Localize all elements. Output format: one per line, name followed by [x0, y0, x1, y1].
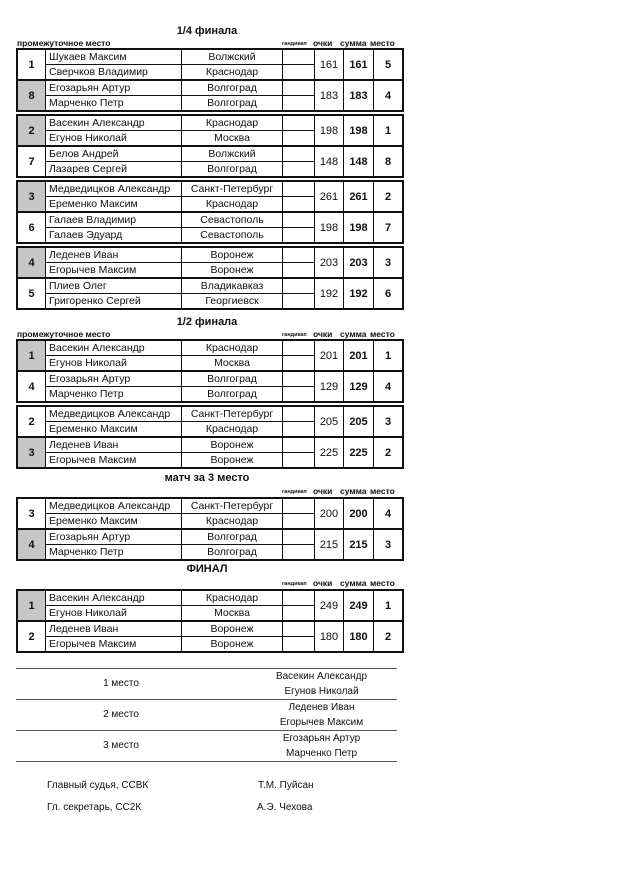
handicap-cell [283, 263, 315, 279]
standing-row [16, 668, 397, 699]
team-seed: 6 [17, 212, 46, 243]
handicap-cell [283, 65, 315, 81]
standing-player: Марченко Петр [285, 748, 358, 759]
player-city: Воронеж [182, 621, 283, 637]
player-city: Волгоград [182, 80, 283, 96]
handicap-cell [283, 197, 315, 213]
handicap-cell [283, 340, 315, 356]
team-seed: 7 [17, 146, 46, 177]
standing-player: Егорычев Максим [279, 717, 364, 728]
handicap-cell [283, 371, 315, 387]
player-name: Егорычев Максим [46, 263, 182, 279]
team-seed: 1 [17, 590, 46, 621]
team-sum: 203 [344, 247, 374, 278]
team-points: 201 [315, 340, 344, 371]
team-seed: 3 [17, 181, 46, 212]
team-points: 200 [315, 498, 344, 529]
player-city: Воронеж [182, 247, 283, 263]
handicap-cell [283, 228, 315, 244]
standing-place: 2 место [103, 709, 139, 720]
points-header: очки [313, 329, 333, 339]
team-place: 4 [374, 371, 404, 402]
standing-player: Егозарьян Артур [282, 733, 361, 744]
player-row [17, 278, 403, 294]
player-name: Медведицков Александр [46, 181, 182, 197]
handicap-cell [283, 146, 315, 162]
place-header: место [370, 329, 395, 339]
team-seed: 2 [17, 115, 46, 146]
team-points: 215 [315, 529, 344, 560]
player-name: Егунов Николай [46, 131, 182, 147]
player-city: Волжский [182, 49, 283, 65]
handicap-cell [283, 387, 315, 403]
player-city: Санкт-Петербург [182, 498, 283, 514]
quarterfinal-match-table [16, 114, 404, 178]
team-seed: 4 [17, 247, 46, 278]
player-row [17, 340, 403, 356]
quarterfinal-match-table [16, 48, 404, 112]
quarterfinal-title: 1/4 финала [176, 25, 238, 37]
team-sum: 198 [344, 212, 374, 243]
player-row [17, 621, 403, 637]
team-place: 5 [374, 49, 404, 80]
chief-secretary-name: А.Э. Чехова [257, 802, 313, 813]
third_place-match-table [16, 497, 404, 561]
handicap-header: гандикап [282, 489, 307, 495]
team-seed: 2 [17, 406, 46, 437]
team-place: 4 [374, 498, 404, 529]
handicap-cell [283, 529, 315, 545]
player-city: Волжский [182, 146, 283, 162]
player-city: Краснодар [182, 115, 283, 131]
team-place: 3 [374, 406, 404, 437]
quarterfinal-match-table [16, 180, 404, 244]
player-name: Галаев Владимир [46, 212, 182, 228]
player-city: Москва [182, 606, 283, 622]
player-name: Васекин Александр [46, 340, 182, 356]
sum-header: сумма [340, 38, 367, 48]
player-city: Волгоград [182, 371, 283, 387]
team-points: 198 [315, 212, 344, 243]
handicap-cell [283, 621, 315, 637]
team-sum: 161 [344, 49, 374, 80]
sum-header: сумма [340, 486, 367, 496]
team-sum: 198 [344, 115, 374, 146]
standing-place: 1 место [103, 678, 139, 689]
handicap-cell [283, 181, 315, 197]
third-place-title: матч за 3 место [164, 472, 250, 484]
team-place: 3 [374, 247, 404, 278]
intermediate-place-header: промежуточное место [17, 329, 111, 339]
team-points: 148 [315, 146, 344, 177]
sum-header: сумма [340, 578, 367, 588]
chief-secretary-role: Гл. секретарь, СС2К [47, 802, 142, 813]
player-city: Москва [182, 356, 283, 372]
team-seed: 5 [17, 278, 46, 309]
team-sum: 201 [344, 340, 374, 371]
team-sum: 183 [344, 80, 374, 111]
player-city: Краснодар [182, 590, 283, 606]
team-place: 2 [374, 621, 404, 652]
standing-player: Васекин Александр [275, 671, 368, 682]
player-city: Севастополь [182, 212, 283, 228]
player-name: Еременко Максим [46, 514, 182, 530]
player-city: Краснодар [182, 422, 283, 438]
handicap-cell [283, 247, 315, 263]
team-seed: 3 [17, 498, 46, 529]
handicap-cell [283, 131, 315, 147]
team-sum: 192 [344, 278, 374, 309]
team-place: 1 [374, 115, 404, 146]
team-points: 261 [315, 181, 344, 212]
handicap-cell [283, 278, 315, 294]
handicap-cell [283, 115, 315, 131]
chief-judge-name: Т.М. Пуйсан [258, 780, 314, 791]
team-place: 2 [374, 437, 404, 468]
team-sum: 225 [344, 437, 374, 468]
handicap-cell [283, 590, 315, 606]
player-name: Егорычев Максим [46, 453, 182, 469]
standing-row [16, 730, 397, 762]
player-name: Егозарьян Артур [46, 529, 182, 545]
player-row [17, 115, 403, 131]
player-name: Медведицков Александр [46, 498, 182, 514]
player-row [17, 529, 403, 545]
player-city: Волгоград [182, 162, 283, 178]
player-row [17, 498, 403, 514]
semifinal-title: 1/2 финала [176, 316, 238, 328]
team-seed: 2 [17, 621, 46, 652]
player-city: Краснодар [182, 514, 283, 530]
semifinal-match-table [16, 339, 404, 403]
player-name: Леденев Иван [46, 437, 182, 453]
team-place: 1 [374, 590, 404, 621]
player-row [17, 437, 403, 453]
player-name: Еременко Максим [46, 422, 182, 438]
player-name: Лазарев Сергей [46, 162, 182, 178]
player-city: Георгиевск [182, 294, 283, 310]
player-city: Волгоград [182, 96, 283, 112]
semifinal-match-table [16, 405, 404, 469]
team-place: 7 [374, 212, 404, 243]
player-city: Волгоград [182, 545, 283, 561]
team-place: 4 [374, 80, 404, 111]
team-points: 129 [315, 371, 344, 402]
standing-row [16, 699, 397, 730]
player-name: Медведицков Александр [46, 406, 182, 422]
team-points: 249 [315, 590, 344, 621]
player-row [17, 181, 403, 197]
team-seed: 1 [17, 49, 46, 80]
player-name: Егунов Николай [46, 356, 182, 372]
player-row [17, 406, 403, 422]
player-name: Григоренко Сергей [46, 294, 182, 310]
player-city: Санкт-Петербург [182, 181, 283, 197]
team-place: 2 [374, 181, 404, 212]
player-name: Егунов Николай [46, 606, 182, 622]
handicap-cell [283, 498, 315, 514]
team-sum: 249 [344, 590, 374, 621]
player-city: Краснодар [182, 65, 283, 81]
team-seed: 1 [17, 340, 46, 371]
player-city: Москва [182, 131, 283, 147]
handicap-cell [283, 422, 315, 438]
team-points: 192 [315, 278, 344, 309]
handicap-cell [283, 545, 315, 561]
player-city: Краснодар [182, 197, 283, 213]
standing-place: 3 место [103, 740, 139, 751]
player-name: Марченко Петр [46, 96, 182, 112]
handicap-cell [283, 49, 315, 65]
sum-header: сумма [340, 329, 367, 339]
standing-player: Егунов Николай [284, 686, 359, 697]
player-name: Галаев Эдуард [46, 228, 182, 244]
player-city: Воронеж [182, 637, 283, 653]
points-header: очки [313, 486, 333, 496]
player-row [17, 590, 403, 606]
handicap-cell [283, 162, 315, 178]
player-name: Марченко Петр [46, 387, 182, 403]
player-name: Плиев Олег [46, 278, 182, 294]
team-sum: 261 [344, 181, 374, 212]
player-row [17, 371, 403, 387]
handicap-header: гандикап [282, 581, 307, 587]
handicap-cell [283, 453, 315, 469]
team-seed: 4 [17, 529, 46, 560]
player-name: Леденев Иван [46, 621, 182, 637]
player-name: Егозарьян Артур [46, 80, 182, 96]
player-row [17, 247, 403, 263]
player-row [17, 212, 403, 228]
team-sum: 148 [344, 146, 374, 177]
team-points: 180 [315, 621, 344, 652]
team-place: 6 [374, 278, 404, 309]
handicap-cell [283, 356, 315, 372]
handicap-cell [283, 514, 315, 530]
team-sum: 180 [344, 621, 374, 652]
team-sum: 215 [344, 529, 374, 560]
player-city: Краснодар [182, 340, 283, 356]
player-name: Белов Андрей [46, 146, 182, 162]
player-row [17, 49, 403, 65]
handicap-cell [283, 437, 315, 453]
player-city: Воронеж [182, 263, 283, 279]
chief-judge-role: Главный судья, ССВК [47, 780, 149, 791]
player-city: Воронеж [182, 453, 283, 469]
final-standings [16, 668, 397, 762]
place-header: место [370, 578, 395, 588]
team-sum: 205 [344, 406, 374, 437]
handicap-header: гандикап [282, 41, 307, 47]
points-header: очки [313, 38, 333, 48]
team-seed: 8 [17, 80, 46, 111]
team-points: 225 [315, 437, 344, 468]
handicap-cell [283, 606, 315, 622]
handicap-cell [283, 80, 315, 96]
place-header: место [370, 38, 395, 48]
team-seed: 3 [17, 437, 46, 468]
team-place: 3 [374, 529, 404, 560]
player-city: Владикавказ [182, 278, 283, 294]
intermediate-place-header: промежуточное место [17, 38, 111, 48]
team-place: 1 [374, 340, 404, 371]
player-row [17, 146, 403, 162]
player-name: Васекин Александр [46, 590, 182, 606]
player-city: Санкт-Петербург [182, 406, 283, 422]
place-header: место [370, 486, 395, 496]
player-name: Егозарьян Артур [46, 371, 182, 387]
player-city: Воронеж [182, 437, 283, 453]
team-sum: 129 [344, 371, 374, 402]
final-match-table [16, 589, 404, 653]
team-points: 161 [315, 49, 344, 80]
team-points: 183 [315, 80, 344, 111]
player-city: Севастополь [182, 228, 283, 244]
player-name: Егорычев Максим [46, 637, 182, 653]
handicap-cell [283, 212, 315, 228]
player-row [17, 80, 403, 96]
player-name: Марченко Петр [46, 545, 182, 561]
player-city: Волгоград [182, 387, 283, 403]
handicap-cell [283, 406, 315, 422]
player-name: Леденев Иван [46, 247, 182, 263]
team-points: 198 [315, 115, 344, 146]
player-name: Шукаев Максим [46, 49, 182, 65]
handicap-cell [283, 294, 315, 310]
handicap-cell [283, 96, 315, 112]
team-seed: 4 [17, 371, 46, 402]
player-name: Еременко Максим [46, 197, 182, 213]
player-name: Сверчков Владимир [46, 65, 182, 81]
team-points: 203 [315, 247, 344, 278]
team-place: 8 [374, 146, 404, 177]
team-points: 205 [315, 406, 344, 437]
player-name: Васекин Александр [46, 115, 182, 131]
points-header: очки [313, 578, 333, 588]
final-title: ФИНАЛ [186, 563, 228, 575]
player-city: Волгоград [182, 529, 283, 545]
handicap-header: гандикап [282, 332, 307, 338]
standing-player: Леденев Иван [288, 702, 355, 713]
quarterfinal-match-table [16, 246, 404, 310]
team-sum: 200 [344, 498, 374, 529]
handicap-cell [283, 637, 315, 653]
